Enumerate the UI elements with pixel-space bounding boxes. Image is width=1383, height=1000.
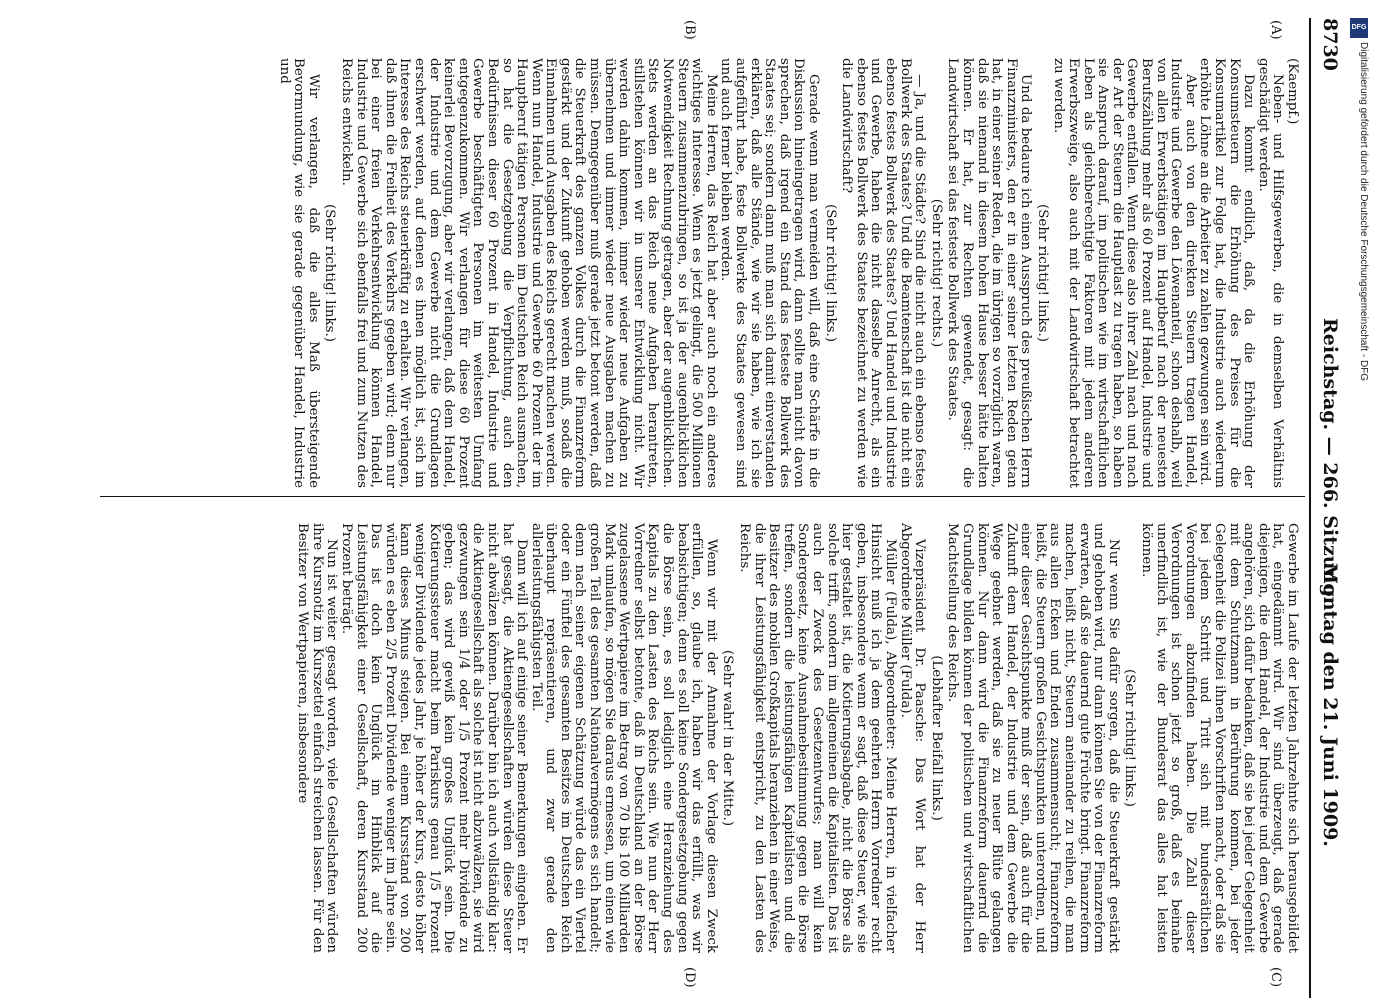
paragraph: Neben- und Hilfsgewerben, die in demselben Verhältnis geschädigt werden.	[1255, 58, 1286, 488]
paragraph: Dazu kommt endlich, daß, da die Erhöhung der Konsumsteuern die Erhöhung des Preises für die Konsumartikel zur Folge hat, die Industrie auch wiederum erhöhte Löhne an die Arbeiter zu zahlen gezwungen sein wird.	[1197, 58, 1257, 488]
margin-marker-c: (C)	[1268, 967, 1283, 988]
paragraph: Vizepräsident Dr. Paasche: Das Wort hat der Herr Abgeordnete Müller (Fulda).	[897, 523, 928, 953]
paragraph: Gerade wenn man vermeiden will, daß eine Schärfe in die Diskussion hineingetragen wird, dann sollte man nicht davon sprechen, daß irgend ein Stand das festeste Bollwerk des Staates sei; sondern dann muß man sich damit einverstanden erklären, daß alle Stände, wie wir sie haben, wie ich sie aufgeführt habe, feste Bollwerke des Staates gewesen sind und auch ferner bleiben werden.	[718, 58, 821, 488]
interjection: (Lebhafter Beifall links.)	[928, 655, 944, 821]
scanned-page	[45, 18, 1345, 998]
speaker-tag: (Kaempf.)	[1285, 58, 1300, 125]
margin-marker-b: (B)	[682, 20, 697, 40]
digitization-stamp	[1347, 18, 1377, 718]
paragraph: — Ja, und die Städte? Sind die nicht auch ein ebenso festes Bollwerk des Staates? Und die Beamtenschaft ist die nicht ein ebenso festes Bollwerk des Staates? Und Handel und Industrie und Gewerbe, haben die nicht dasselbe Anrecht, als ein ebenso festes Bollwerk des Staates bezeichnet zu werden wie die Landwirtschaft?	[839, 58, 928, 488]
right-column	[295, 523, 1299, 953]
header-rule	[1309, 18, 1311, 998]
left-column	[276, 58, 1299, 488]
paragraph: Meine Herren, das Reich hat aber auch noch ein anderes wichtiges Interesse. Wenn es jetzt gelingt, die 500 Millionen Steuern zusammenzubringen, so ist ja der augenblicklichen Notwendigkeit Rechnung getragen, aber der augenblicklichen. Stets werden an das Reich neue Aufgaben herantreten, stillstehen können wir in unserer Entwicklung nicht. Wir werden dahin kommen, immer wieder neue Aufgaben zu übernehmen und immer wieder neue Ausgaben machen zu müssen. Demgegenüber muß gerade jetzt betont werden, daß die Steuerkraft des ganzen Volkes durch die Finanzreform gestärkt und der Zukunft gehoben werden muß, sodaß die Einnahmen und Ausgaben des Reichs gerecht machen werden. Wenn nun Handel, Industrie und Gewerbe 60 Prozent der im Hauptberuf tätigen Personen im Deutschen Reich ausmachen, so hat die Gesetzgebung die Verpflichtung, auch den Bedürfnissen dieser 60 Prozent in Handel, Industrie und Gewerbe beschäftigten Personen im weitesten Umfang entgegenzukommen. Wir verlangen für diese 60 Prozent keinerlei Bevorzugung, aber wir verlangen, daß dem Handel, der Industrie und dem Gewerbe nicht die Grundlagen erschwert werden, auf denen es ihnen möglich ist, sich im Interesse des Reichs steuerkräftig zu erhalten. Wir verlangen, daß ihnen die Freiheit des Verkehrs gegeben wird; denn nur bei einer freien Verkehrsentwicklung können Handel, Industrie und Gewerbe sich ebenfalls frei und zum Nutzen des Reichs entwickeln.	[339, 58, 719, 488]
paragraph: Wir verlangen, daß die alles Maß übersteigende Bevormundung, wie sie gerade gegenüber Handel, Industrie und	[276, 58, 321, 488]
interjection: (Sehr wahr! in der Mitte.)	[720, 649, 736, 827]
page-header	[1313, 18, 1345, 998]
margin-marker-d: (D)	[682, 967, 697, 988]
paragraph: Nur wenn Sie dafür sorgen, daß die Steuerkraft gestärkt und gehoben wird, nur dann können Sie von der Finanzreform erwarten, daß sie dauernd gute Früchte bringt. Finanzreform machen, heißt nicht, Steuern aneinander zu reihen, die man aus allen Ecken und Enden zusammensucht; Finanzreform heißt, die Steuern großen Gesichtspunkten unterordnen, und einer dieser Gesichtspunkte muß der sein, daß auch für die Zukunft dem Handel, der Industrie und dem Gewerbe die Wege geebnet werden, daß sie zu neuer Blüte gelangen können. Nur dann wird die Finanzreform dauernd die Grundlage bilden können der politischen und wirtschaftlichen Machtstellung des Reichs.	[945, 523, 1121, 953]
paragraph: Wenn wir mit der Annahme der Vorlage diesen Zweck erfüllen, so, glaube ich, haben wir das erfüllt, was wir beabsichtigen; denn es soll keine Sondergesetzgebung gegen die Börse sein, es soll lediglich eine Heranziehung des Kapitals zu den Lasten des Reichs sein. Wie nun der Herr Vorredner selbst betonte, daß in Deutschland an der Börse zugelassene Wertpapiere im Betrag von 70 bis 100 Milliarden Mark umlaufen, so mögen Sie daraus ermessen, um einen wie großen Teil des gesamten Nationalvermögens es sich handelt; denn nach seiner eigenen Schätzung würde das ein Viertel oder ein Fünftel des gesamten Besitzes im Deutschen Reich überhaupt repräsentieren, und zwar gerade den allerleistungsfähigsten Teil.	[528, 523, 719, 953]
page-date: Montag den 21. Juni 1909.	[1319, 563, 1341, 847]
paragraph: Müller (Fulda), Abgeordneter: Meine Herren, in vielfacher Hinsicht muß ich ja dem geehrten Herrn Vorredner recht geben, insbesondere wenn er sagt, daß diese Steuer, wie sie hier gestaltet ist, die Kotierungsabgabe, nicht die Börse als solche trifft, sondern im allgemeinen die Kapitalisten. Das ist auch der Zweck des Gesetzentwurfes; man will kein Sondergesetz, keine Ausnahmebestimmung gegen die Börse treffen, sondern die leistungsfähigen Kapitalisten und die Besitzer des mobilen Großkapitals heranziehen in einer Weise, die ihrer Leistungsfähigkeit entspricht, zu den Lasten des Reichs.	[737, 523, 898, 953]
paragraph: Und da bedaure ich einen Ausspruch des preußischen Herrn Finanzministers, den er in einer seiner letzten Reden getan hat, in einer seiner Reden, die im übrigen so vorzüglich waren, daß sie niemand in diesem hohen Hause besser hätte halten können. Er hat, zur Rechten gewendet, gesagt: die Landwirtschaft sei das festeste Bollwerk des Staates.	[945, 58, 1034, 488]
dfg-logo-icon: DFG	[1350, 18, 1368, 38]
interjection: (Sehr richtig! links.)	[822, 204, 838, 342]
interjection: (Sehr richtig! rechts.)	[928, 198, 944, 348]
paragraph: Aber auch von den direkten Steuern tragen Handel, Industrie und Gewerbe den Löwenanteil, schon deshalb, weil von allen Erwerbstätigen im Hauptberuf nach der neuesten Berufszählung mehr als 60 Prozent auf Handel, Industrie und Gewerbe entfallen. Wenn diese also ihrer Zahl nach und nach der Art der Steuern die Hauptlast zu tragen haben, so haben sie Anspruch darauf, im politischen wie im wirtschaftlichen Leben als gleichberechtigte Faktoren mit jedem anderen Erwerbszweige, also auch mit der Landwirtschaft betrachtet zu werden.	[1051, 58, 1198, 488]
column-divider	[100, 496, 1305, 497]
margin-marker-a: (A)	[1268, 20, 1283, 40]
paragraph: Nun ist weiter gesagt worden, viele Gesellschaften würden ihre Kursnotiz im Kurszettel einfach streichen lassen. Für den Besitzer von Wertpapieren, insbesondere	[295, 523, 340, 953]
digitization-notice: Digitalisierung gefördert durch die Deutsche Forschungsgemeinschaft - DFG	[1358, 42, 1369, 382]
page-number: 8730	[1319, 18, 1341, 71]
interjection: (Sehr richtig! links.)	[1122, 669, 1138, 807]
paragraph: Dann will ich auf einige seiner Bemerkungen eingehen. Er hat gesagt, die Aktiengesellschaften würden diese Steuer nicht abwälzen können. Darüber bin ich auch vollständig klar: die Aktiengesellschaft als solche ist nicht abzuwälzen, sie wird gezwungen sein 1/4 oder 1/5 Prozent mehr Dividende zu geben; das wird gewiß kein großes Unglück sein. Die Kotierungssteuer macht beim Pariskurs genau 1/5 Prozent weniger Dividende jedes Jahr, je höher der Kurs, desto höher kann dieses Minus steigen. Bei einem Kursstand von 200 würden es eben 2/5 Prozent Dividende weniger im Jahre sein. Das ist doch kein Unglück im Hinblick auf die Leistungsfähigkeit einer Gesellschaft, deren Kursstand 200 Prozent beträgt.	[339, 523, 530, 953]
page-title: Reichstag. — 266. Sitzung.	[1319, 318, 1341, 604]
paragraph: Gewerbe im Laufe der letzten Jahrzehnte sich herausgebildet hat, eingedämmt wird. Wir sind überzeugt, daß gerade diejenigen, die dem Handel, der Industrie und dem Gewerbe angehören, sich dafür bedanken, daß sie bei jeder Gelegenheit mit dem Schutzmann in Berührung kommen, bei jeder Gelegenheit die Polizei ihnen Vorschriften macht, oder daß sie bei jedem Schritt und Tritt sich mit bundesrätlichen Verordnungen abzufinden haben. Die Zahl dieser Verordnungen ist schon jetzt so groß, daß es beinahe unerfindlich ist, wie der Bundesrat das alles hat leisten können.	[1139, 523, 1300, 953]
interjection: (Sehr richtig! links.)	[322, 204, 338, 342]
interjection: (Sehr richtig! links.)	[1034, 204, 1050, 342]
